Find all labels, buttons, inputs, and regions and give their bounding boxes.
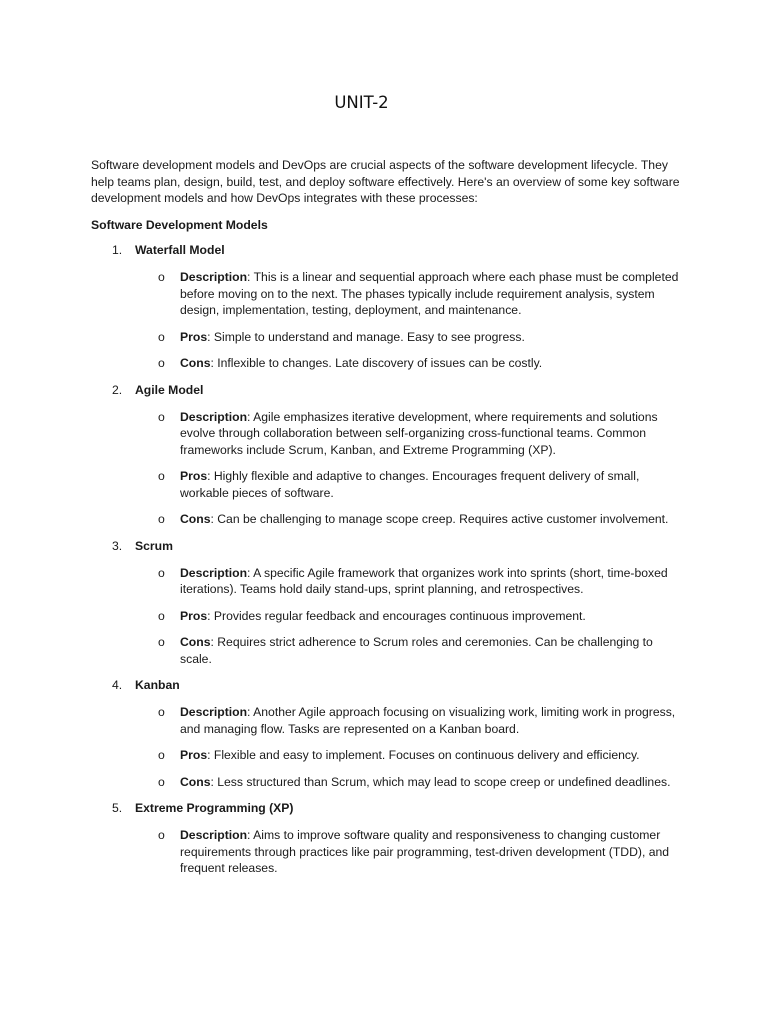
- bullet-point: [91, 608, 680, 625]
- bullet-marker: o: [158, 774, 165, 789]
- bullet-marker: o: [158, 469, 165, 483]
- point-text: : Another Agile approach focusing on visualizing work, limiting work in progress, and managing flow. Tasks are represented on a Kanban board.: [180, 705, 676, 736]
- point-text: : Requires strict adherence to Scrum roles and ceremonies. Can be challenging to scale.: [180, 635, 653, 666]
- point-text: : Less structured than Scrum, which may lead to scope creep or undefined deadlines.: [210, 774, 671, 789]
- bullet-point: [91, 511, 680, 528]
- model-item: [91, 538, 691, 668]
- bullet-point: [91, 704, 680, 737]
- model-heading: [91, 242, 691, 259]
- model-points: [91, 565, 691, 668]
- model-name: Kanban: [135, 678, 180, 692]
- point-text: : Highly flexible and adaptive to changes. Encourages frequent delivery of small, workable pieces of software.: [180, 469, 640, 500]
- point-text: : Aims to improve software quality and responsiveness to changing customer requirements through practices like pair programming, test-driven development (TDD), and frequent releases.: [180, 828, 670, 875]
- model-heading: [91, 382, 691, 399]
- page-title: UNIT-2: [334, 93, 389, 112]
- model-number: 2.: [112, 382, 123, 397]
- point-text: : A specific Agile framework that organizes work into sprints (short, time-boxed iterations). Teams hold daily stand-ups, sprint planning, and retrospectives.: [180, 565, 668, 596]
- bullet-point: [91, 329, 680, 346]
- bullet-marker: o: [158, 828, 165, 842]
- point-text: : Can be challenging to manage scope creep. Requires active customer involvement.: [210, 512, 669, 526]
- point-text: : Flexible and easy to implement. Focuses on continuous delivery and efficiency.: [207, 748, 640, 762]
- bullet-point: [91, 355, 680, 372]
- bullet-point: [91, 269, 680, 319]
- model-number: 1.: [112, 243, 123, 257]
- point-label: Description: [180, 565, 248, 580]
- bullet-point: [91, 747, 680, 764]
- bullet-point: [91, 774, 680, 791]
- model-number: 5.: [112, 801, 123, 815]
- model-number: 4.: [112, 678, 123, 692]
- bullet-marker: o: [158, 329, 165, 344]
- intro-paragraph: Software development models and DevOps are crucial aspects of the software development lifecycle. They help teams plan, design, build, test, and deploy software effectively. Here's an overview of some key software development models and how DevOps integrates with these processes:: [91, 158, 680, 205]
- point-label: Description: [180, 828, 248, 842]
- bullet-point: [91, 409, 680, 459]
- model-points: [91, 269, 691, 372]
- point-label: Pros: [180, 748, 208, 762]
- bullet-point: [91, 468, 680, 501]
- point-label: Cons: [180, 356, 211, 370]
- model-points: [91, 409, 691, 528]
- point-label: Description: [180, 409, 248, 424]
- bullet-marker: o: [158, 512, 165, 526]
- model-heading: [91, 677, 691, 694]
- bullet-marker: o: [158, 565, 165, 580]
- point-label: Pros: [180, 329, 208, 344]
- bullet-point: [91, 827, 680, 877]
- model-item: [91, 800, 691, 877]
- bullet-point: [91, 634, 680, 667]
- model-heading: [91, 800, 691, 817]
- point-text: : Inflexible to changes. Late discovery of issues can be costly.: [210, 356, 543, 370]
- bullet-marker: o: [158, 635, 165, 649]
- models-list: [91, 242, 691, 887]
- point-text: : Simple to understand and manage. Easy to see progress.: [207, 329, 525, 344]
- point-label: Cons: [180, 774, 211, 789]
- point-text: : Agile emphasizes iterative development, where requirements and solutions evolve through collaboration between self-organizing cross-functional teams. Common frameworks include Scrum, Kanban, and Extreme Programming (XP).: [180, 409, 658, 457]
- bullet-marker: o: [158, 356, 165, 370]
- model-name: Extreme Programming (XP): [135, 801, 294, 815]
- bullet-marker: o: [158, 608, 165, 623]
- model-name: Waterfall Model: [135, 243, 225, 257]
- point-label: Cons: [180, 512, 211, 526]
- model-heading: [91, 538, 691, 555]
- model-number: 3.: [112, 538, 123, 553]
- point-label: Pros: [180, 608, 208, 623]
- bullet-marker: o: [158, 748, 165, 762]
- point-label: Cons: [180, 635, 211, 649]
- model-item: [91, 677, 691, 790]
- point-text: : Provides regular feedback and encourages continuous improvement.: [207, 608, 586, 623]
- point-label: Description: [180, 705, 248, 719]
- point-label: Pros: [180, 469, 208, 483]
- model-points: [91, 827, 691, 877]
- point-text: : This is a linear and sequential approach where each phase must be completed before moving on to the next. The phases typically include requirement analysis, system design, implementation, testing, deployment, and maintenance.: [180, 270, 679, 317]
- bullet-point: [91, 565, 680, 598]
- bullet-marker: o: [158, 270, 165, 284]
- model-item: [91, 242, 691, 372]
- model-points: [91, 704, 691, 790]
- section-heading: Software Development Models: [91, 218, 268, 232]
- model-name: Agile Model: [135, 382, 204, 397]
- model-name: Scrum: [135, 538, 173, 553]
- point-label: Description: [180, 270, 248, 284]
- model-item: [91, 382, 691, 528]
- bullet-marker: o: [158, 705, 165, 719]
- bullet-marker: o: [158, 409, 165, 424]
